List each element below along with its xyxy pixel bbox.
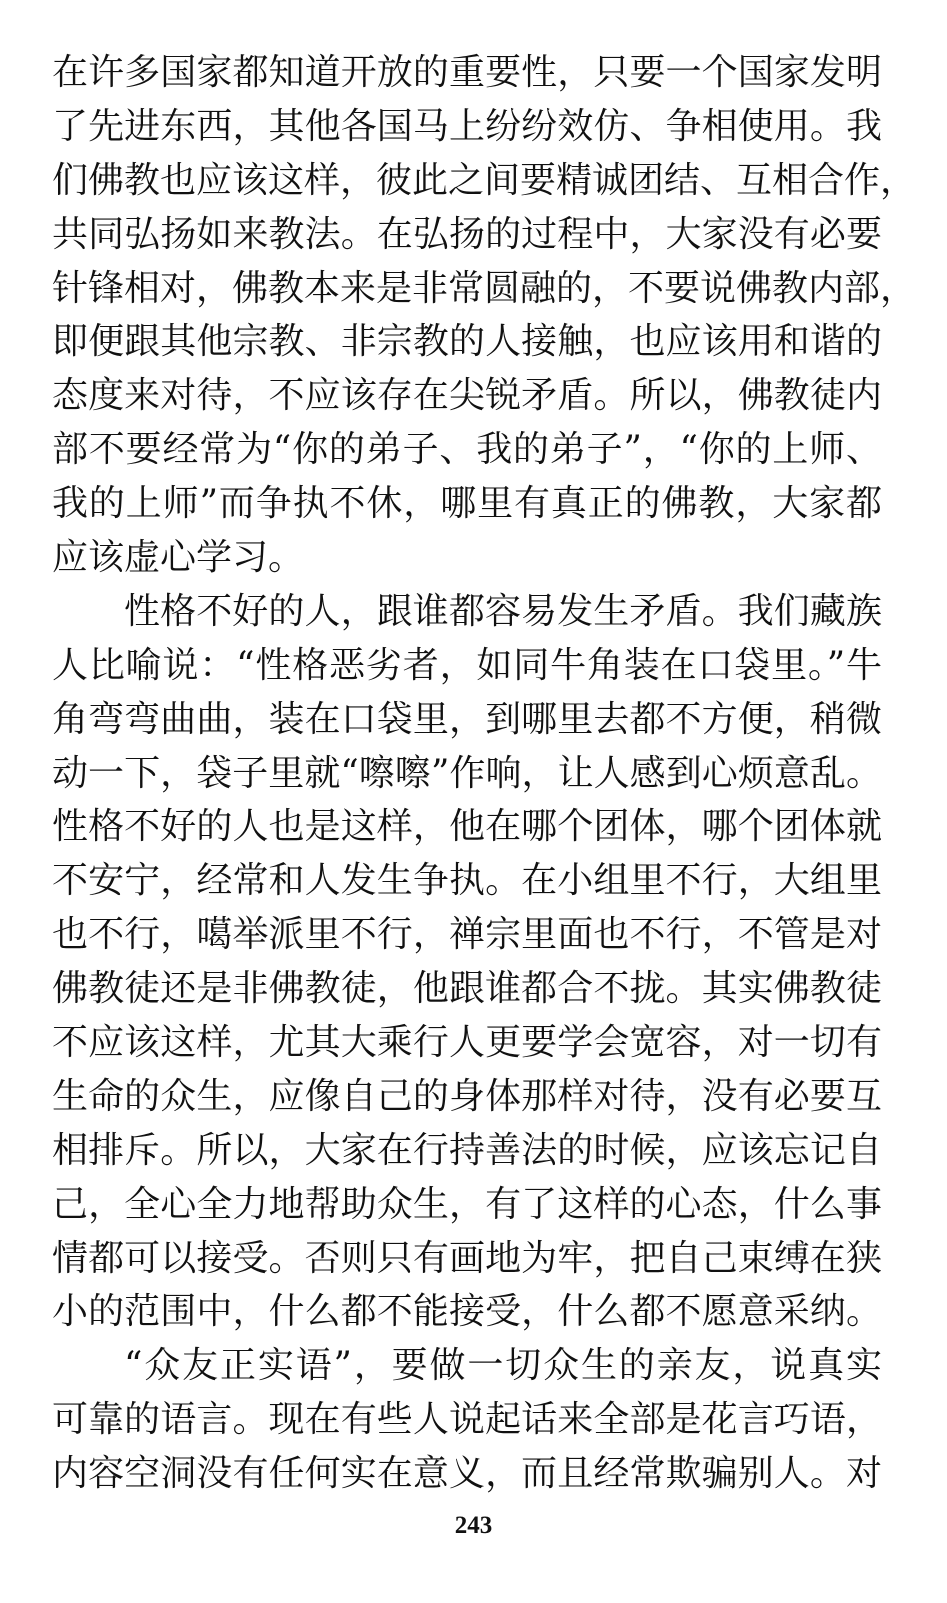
text-line-paragraph-start: 性格不好的人，跟谁都容易发生矛盾。我们藏族 <box>124 590 882 632</box>
text-line: 也不行，噶举派里不行，禅宗里面也不行，不管是对 <box>52 914 882 956</box>
text-line: 在许多国家都知道开放的重要性，只要一个国家发明 <box>52 52 882 93</box>
text-line-paragraph-start: “众友正实语”，要做一切众生的亲友，说真实 <box>124 1345 882 1387</box>
text-line: 己，全心全力地帮助众生，有了这样的心态，什么事 <box>52 1183 882 1225</box>
text-line: 情都可以接受。否则只有画地为牢，把自己束缚在狭 <box>52 1237 882 1279</box>
text-line: 动一下，袋子里就“嚓嚓”作响，让人感到心烦意乱。 <box>52 752 882 794</box>
text-line: 态度来对待，不应该存在尖锐矛盾。所以，佛教徒内 <box>52 375 882 417</box>
text-line: 应该虚心学习。 <box>52 537 305 579</box>
text-line: 相排斥。所以，大家在行持善法的时候，应该忘记自 <box>52 1129 882 1171</box>
text-line: 人比喻说：“性格恶劣者，如同牛角装在口袋里。”牛 <box>52 644 882 686</box>
text-line: 生命的众生，应像自己的身体那样对待，没有必要互 <box>52 1075 882 1117</box>
text-line: 针锋相对，佛教本来是非常圆融的，不要说佛教内部， <box>52 267 917 309</box>
text-line: 不安宁，经常和人发生争执。在小组里不行，大组里 <box>52 860 882 902</box>
text-line: 佛教徒还是非佛教徒，他跟谁都合不拢。其实佛教徒 <box>52 968 882 1010</box>
text-line: 共同弘扬如来教法。在弘扬的过程中，大家没有必要 <box>52 213 882 255</box>
text-line: 内容空洞没有任何实在意义，而且经常欺骗别人。对 <box>52 1453 882 1495</box>
text-line: 即便跟其他宗教、非宗教的人接触，也应该用和谐的 <box>52 321 882 363</box>
body-text <box>52 46 917 1501</box>
text-line: 部不要经常为“你的弟子、我的弟子”，“你的上师、 <box>52 429 882 471</box>
text-line: 小的范围中，什么都不能接受，什么都不愿意采纳。 <box>52 1291 882 1333</box>
text-line: 性格不好的人也是这样，他在哪个团体，哪个团体就 <box>52 806 882 848</box>
page-number: 243 <box>454 1512 493 1539</box>
text-line: 了先进东西，其他各国马上纷纷效仿、争相使用。我 <box>52 105 882 147</box>
text-line: 不应该这样，尤其大乘行人更要学会宽容，对一切有 <box>52 1022 882 1064</box>
text-line: 角弯弯曲曲，装在口袋里，到哪里去都不方便，稍微 <box>52 698 882 740</box>
text-line: 可靠的语言。现在有些人说起话来全部是花言巧语， <box>52 1399 882 1441</box>
text-line: 们佛教也应该这样，彼此之间要精诚团结、互相合作， <box>52 159 917 201</box>
text-line: 我的上师”而争执不休，哪里有真正的佛教，大家都 <box>52 483 882 525</box>
